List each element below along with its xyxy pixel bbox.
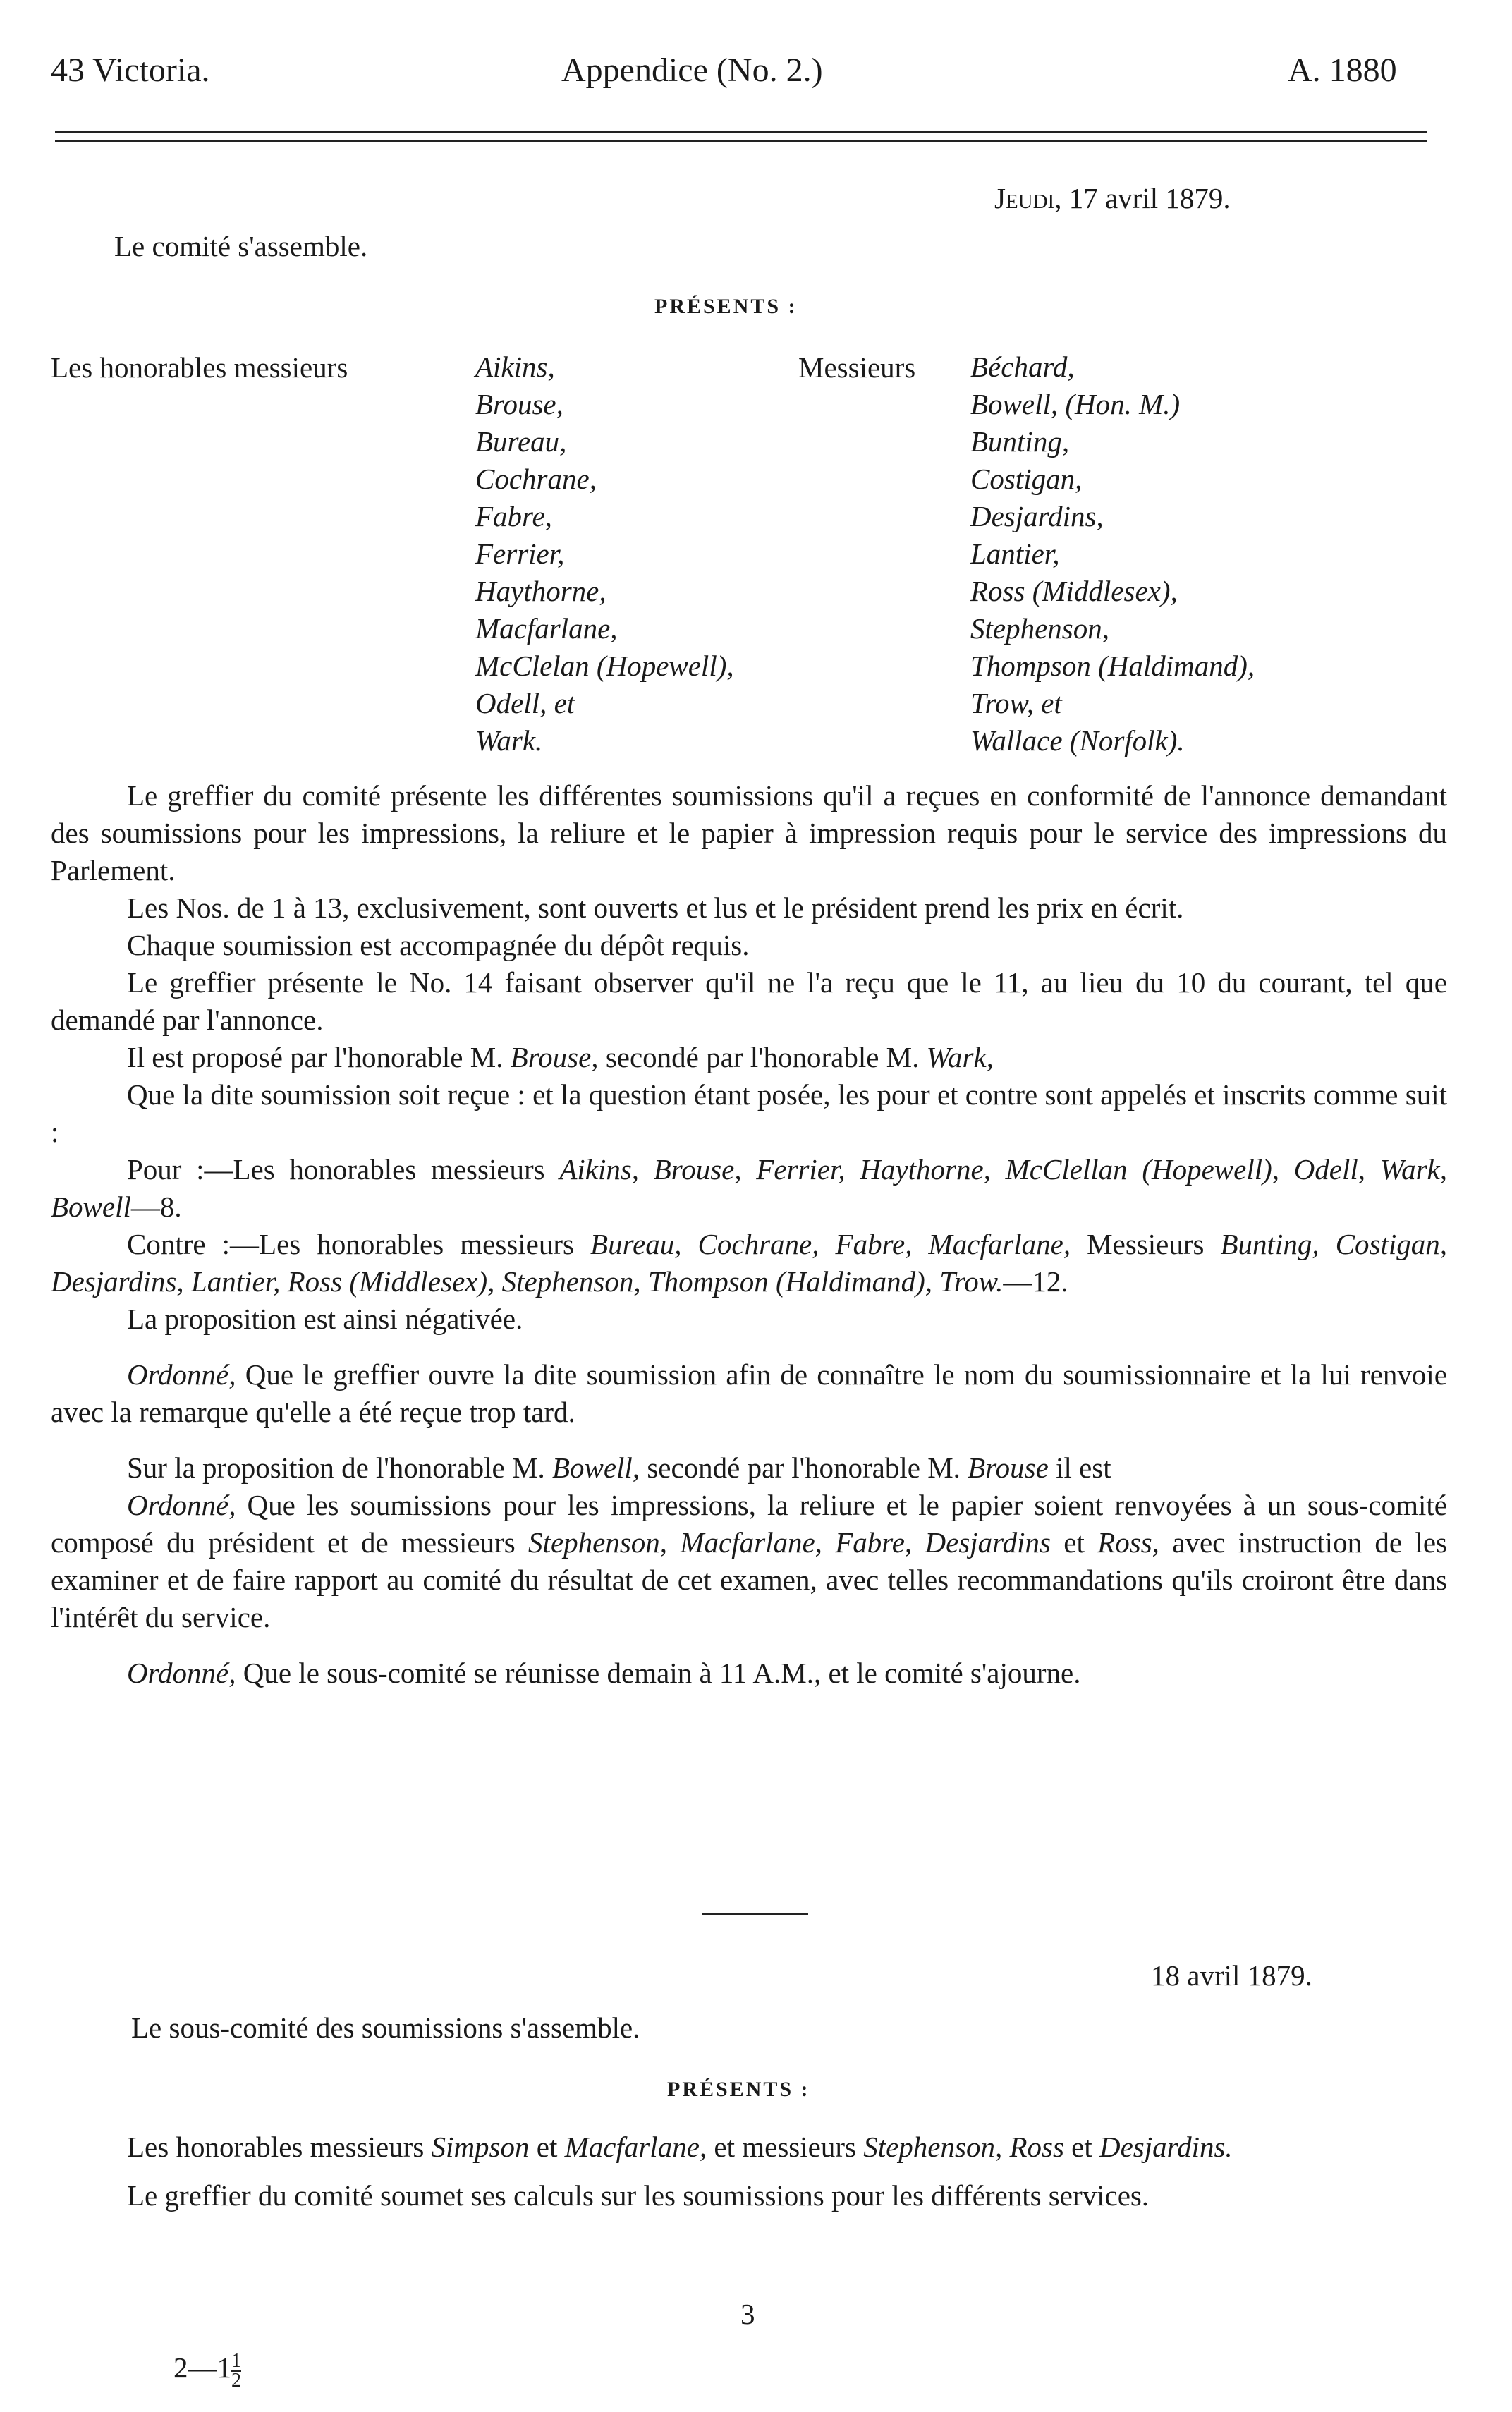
contre-count: —12. bbox=[1003, 1265, 1068, 1298]
meeting-2-body bbox=[51, 2128, 1447, 2215]
fraction-denominator: 2 bbox=[231, 2369, 241, 2392]
proposal-text-c: secondé par l'honorable M. bbox=[640, 1451, 968, 1484]
paragraph-pour bbox=[51, 1151, 1447, 1226]
pour-label: Pour :—Les honorables messieurs bbox=[127, 1153, 560, 1186]
attendee-name: Aikins, bbox=[475, 351, 555, 383]
motion-text-a: Il est proposé par l'honorable M. bbox=[127, 1041, 511, 1073]
fraction-numerator: 1 bbox=[231, 2349, 241, 2372]
paragraph-proposal bbox=[51, 1449, 1447, 1487]
signature-fraction bbox=[231, 2349, 241, 2392]
header-appendix: Appendice (No. 2.) bbox=[561, 51, 823, 89]
meeting-2-opening: Le sous-comité des soumissions s'assemble. bbox=[131, 2011, 640, 2044]
attendance-macfarlane: Macfarlane, bbox=[564, 2131, 707, 2163]
attendance-simpson: Simpson bbox=[431, 2131, 530, 2163]
header-session: 43 Victoria. bbox=[51, 51, 210, 89]
paragraph-order-1 bbox=[51, 1356, 1447, 1431]
order-1-text: Que le greffier ouvre la dite soumission afin de connaître le nom du soumissionnaire et la lui renvoie avec la remarque qu'elle a été reçue trop tard. bbox=[51, 1358, 1447, 1428]
contre-label: Contre :—Les honorables messieurs bbox=[127, 1228, 591, 1260]
order-3-text: Que le sous-comité se réunisse demain à 11 A.M., et le comité s'ajourne. bbox=[236, 1657, 1081, 1689]
pour-names: Aikins, Brouse, Ferrier, Haythorne, McClellan (Hopewell), Odell, Wark, Bowell bbox=[51, 1153, 1447, 1223]
header-rule-top bbox=[55, 131, 1427, 133]
attendee-name: Ferrier, bbox=[475, 537, 565, 570]
attendee-name: Ross (Middlesex), bbox=[970, 575, 1178, 607]
attendee-name: Bureau, bbox=[475, 425, 567, 458]
paragraph-contre bbox=[51, 1226, 1447, 1301]
attendee-name: Brouse, bbox=[475, 388, 563, 420]
meeting-2-date: 18 avril 1879. bbox=[1151, 1959, 1312, 1992]
paragraph-negatived: La proposition est ainsi négativée. bbox=[127, 1303, 523, 1335]
right-attendee-list bbox=[970, 348, 1255, 760]
meeting-2-present-title: PRÉSENTS : bbox=[667, 2078, 810, 2101]
motion-text-c: secondé par l'honorable M. bbox=[598, 1041, 927, 1073]
attendee-name: Lantier, bbox=[970, 537, 1060, 570]
attendance-et-1: et bbox=[529, 2131, 565, 2163]
paragraph-opened: Les Nos. de 1 à 13, exclusivement, sont ouverts et lus et le président prend les prix en écrit. bbox=[127, 891, 1184, 924]
order-2-label: Ordonné, bbox=[127, 1489, 236, 1521]
order-2-text-1: Que les soumissions pour les impressions, la reliure et le papier soient renvoyées à un sous-comité composé du président et de messieurs bbox=[51, 1489, 1447, 1559]
attendee-name: Thompson (Haldimand), bbox=[970, 650, 1255, 682]
attendee-name: Fabre, bbox=[475, 500, 552, 532]
attendee-name: McClelan (Hopewell), bbox=[475, 650, 734, 682]
meeting-opening: Le comité s'assemble. bbox=[114, 230, 368, 262]
paragraph-motion bbox=[51, 1039, 1447, 1076]
attendance-text-e: et messieurs bbox=[707, 2131, 864, 2163]
attendee-name: Macfarlane, bbox=[475, 612, 618, 645]
signature-mark bbox=[173, 2349, 241, 2390]
meeting-2-calculations: Le greffier du comité soumet ses calculs sur les soumissions pour les différents services. bbox=[127, 2179, 1150, 2212]
attendee-name: Trow, et bbox=[970, 687, 1062, 719]
meeting-2-attendance bbox=[51, 2128, 1447, 2166]
present-title: PRÉSENTS : bbox=[654, 295, 798, 318]
left-attendee-list bbox=[475, 348, 734, 760]
order-2-ross: Ross, bbox=[1097, 1526, 1159, 1559]
paragraph-tenders: Le greffier du comité présente les différentes soumissions qu'il a reçues en conformité de l'annonce demandant des soumissions pour les impressions, la reliure et le papier à impression requis pour le service des impressions du Parlement. bbox=[51, 779, 1447, 887]
pour-count: —8. bbox=[130, 1190, 182, 1223]
attendance-text-a: Les honorables messieurs bbox=[127, 2131, 432, 2163]
right-list-intro: Messieurs bbox=[798, 351, 916, 384]
proposal-text-e: il est bbox=[1048, 1451, 1111, 1484]
order-2-names: Stephenson, Macfarlane, Fabre, Desjardins bbox=[528, 1526, 1051, 1559]
meeting-date-rest: , 17 avril 1879. bbox=[1054, 182, 1231, 214]
paragraph-order-2 bbox=[51, 1487, 1447, 1636]
header-year: A. 1880 bbox=[1288, 51, 1397, 89]
minutes-body bbox=[51, 777, 1447, 1692]
contre-names-senators: Bureau, Cochrane, Fabre, Macfarlane, bbox=[590, 1228, 1071, 1260]
order-2-et: et bbox=[1050, 1526, 1098, 1559]
paragraph-deposit: Chaque soumission est accompagnée du dépôt requis. bbox=[127, 929, 750, 961]
proposal-seconder: Brouse bbox=[968, 1451, 1049, 1484]
proposal-text-a: Sur la proposition de l'honorable M. bbox=[127, 1451, 552, 1484]
attendee-name: Stephenson, bbox=[970, 612, 1109, 645]
motion-seconder: Wark, bbox=[926, 1041, 994, 1073]
contre-names-members: Bunting, Costigan, Desjardins, Lantier, Ross (Middlesex), Stephenson, Thompson (Haldimand), Trow. bbox=[51, 1228, 1447, 1298]
paragraph-no14: Le greffier présente le No. 14 faisant observer qu'il ne l'a reçu que le 11, au lieu du 10 du courant, tel que demandé par l'annonce. bbox=[51, 966, 1447, 1036]
contre-mid: Messieurs bbox=[1071, 1228, 1221, 1260]
attendance-stephenson-ross: Stephenson, Ross bbox=[863, 2131, 1064, 2163]
meeting-date bbox=[994, 179, 1231, 217]
paragraph-order-3 bbox=[51, 1655, 1447, 1692]
attendee-name: Wallace (Norfolk). bbox=[970, 724, 1185, 757]
attendee-name: Costigan, bbox=[970, 463, 1083, 495]
attendance-desjardins: Desjardins. bbox=[1099, 2131, 1233, 2163]
attendee-name: Bunting, bbox=[970, 425, 1070, 458]
section-divider bbox=[702, 1913, 808, 1915]
order-1-label: Ordonné, bbox=[127, 1358, 236, 1391]
motion-mover: Brouse, bbox=[510, 1041, 599, 1073]
attendee-name: Odell, et bbox=[475, 687, 575, 719]
left-list-intro: Les honorables messieurs bbox=[51, 351, 348, 384]
attendee-name: Béchard, bbox=[970, 351, 1075, 383]
order-3-label: Ordonné, bbox=[127, 1657, 236, 1689]
page-number: 3 bbox=[740, 2298, 755, 2330]
attendance-et-2: et bbox=[1063, 2131, 1099, 2163]
paragraph-question: Que la dite soumission soit reçue : et la question étant posée, les pour et contre sont appelés et inscrits comme suit : bbox=[51, 1078, 1447, 1148]
header-rule-bottom bbox=[55, 140, 1427, 142]
attendee-name: Wark. bbox=[475, 724, 543, 757]
proposal-mover: Bowell, bbox=[551, 1451, 640, 1484]
attendee-name: Desjardins, bbox=[970, 500, 1104, 532]
order-2-text-2: avec instruction de les examiner et de faire rapport au comité du résultat de cet examen, avec telles recommandations qu'ils croiront être dans l'intérêt du service. bbox=[51, 1526, 1447, 1633]
attendee-name: Bowell, (Hon. M.) bbox=[970, 388, 1181, 420]
signature-main: 2—1 bbox=[173, 2351, 231, 2384]
attendee-name: Cochrane, bbox=[475, 463, 597, 495]
meeting-day: Jeudi bbox=[994, 182, 1055, 214]
attendee-name: Haythorne, bbox=[475, 575, 606, 607]
